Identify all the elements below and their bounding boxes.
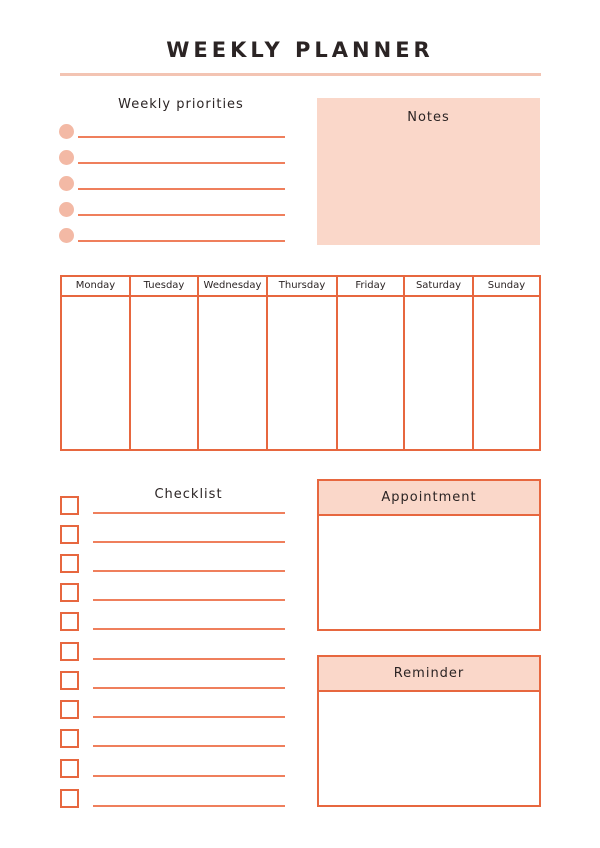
checklist-line: [93, 541, 285, 543]
checklist-item[interactable]: [60, 525, 285, 544]
priority-item[interactable]: [59, 150, 285, 166]
day-header: Monday: [62, 277, 129, 297]
page-title: WEEKLY PLANNER: [166, 38, 434, 62]
day-column-thursday[interactable]: [268, 277, 338, 449]
checkbox[interactable]: [60, 612, 79, 631]
checklist-item[interactable]: [60, 729, 285, 748]
appointment-box[interactable]: [317, 479, 541, 631]
day-column-wednesday[interactable]: [199, 277, 268, 449]
bullet-dot-icon: [59, 176, 74, 191]
checkbox[interactable]: [60, 671, 79, 690]
checkbox[interactable]: [60, 642, 79, 661]
checklist-line: [93, 687, 285, 689]
reminder-title: Reminder: [319, 657, 539, 692]
priority-line: [78, 214, 285, 216]
priorities-title: Weekly priorities: [118, 97, 244, 112]
checkbox[interactable]: [60, 583, 79, 602]
checklist-title: Checklist: [154, 487, 223, 502]
priority-item[interactable]: [59, 176, 285, 192]
checklist-line: [93, 745, 285, 747]
checkbox[interactable]: [60, 729, 79, 748]
checklist-line: [93, 775, 285, 777]
priority-line: [78, 162, 285, 164]
reminder-box[interactable]: [317, 655, 541, 807]
checklist-item[interactable]: [60, 554, 285, 573]
checklist-line: [93, 570, 285, 572]
day-header: Thursday: [268, 277, 336, 297]
checkbox[interactable]: [60, 525, 79, 544]
day-column-sunday[interactable]: [474, 277, 539, 449]
bullet-dot-icon: [59, 202, 74, 217]
day-column-monday[interactable]: [62, 277, 131, 449]
appointment-title: Appointment: [319, 481, 539, 516]
checkbox[interactable]: [60, 700, 79, 719]
checklist-item[interactable]: [60, 700, 285, 719]
checkbox[interactable]: [60, 789, 79, 808]
checklist-line: [93, 628, 285, 630]
checkbox[interactable]: [60, 496, 79, 515]
checklist-line: [93, 658, 285, 660]
checklist-item[interactable]: [60, 789, 285, 808]
checklist-item[interactable]: [60, 583, 285, 602]
checklist-item[interactable]: [60, 759, 285, 778]
notes-title: Notes: [407, 110, 450, 125]
day-header: Friday: [338, 277, 403, 297]
checkbox[interactable]: [60, 554, 79, 573]
checklist-line: [93, 716, 285, 718]
checklist-line: [93, 512, 285, 514]
day-header: Tuesday: [131, 277, 197, 297]
priority-item[interactable]: [59, 228, 285, 244]
priority-line: [78, 240, 285, 242]
checklist-item[interactable]: [60, 496, 285, 515]
title-divider: [60, 73, 541, 76]
bullet-dot-icon: [59, 228, 74, 243]
bullet-dot-icon: [59, 150, 74, 165]
checkbox[interactable]: [60, 759, 79, 778]
week-table: [60, 275, 541, 451]
day-header: Saturday: [405, 277, 472, 297]
priority-item[interactable]: [59, 202, 285, 218]
day-header: Wednesday: [199, 277, 266, 297]
day-column-tuesday[interactable]: [131, 277, 199, 449]
checklist-item[interactable]: [60, 612, 285, 631]
checklist-item[interactable]: [60, 642, 285, 661]
day-header: Sunday: [474, 277, 539, 297]
bullet-dot-icon: [59, 124, 74, 139]
priority-item[interactable]: [59, 124, 285, 140]
checklist-line: [93, 599, 285, 601]
priority-line: [78, 136, 285, 138]
priority-line: [78, 188, 285, 190]
notes-box[interactable]: [317, 98, 540, 245]
day-column-saturday[interactable]: [405, 277, 474, 449]
checklist-line: [93, 805, 285, 807]
checklist-item[interactable]: [60, 671, 285, 690]
day-column-friday[interactable]: [338, 277, 405, 449]
